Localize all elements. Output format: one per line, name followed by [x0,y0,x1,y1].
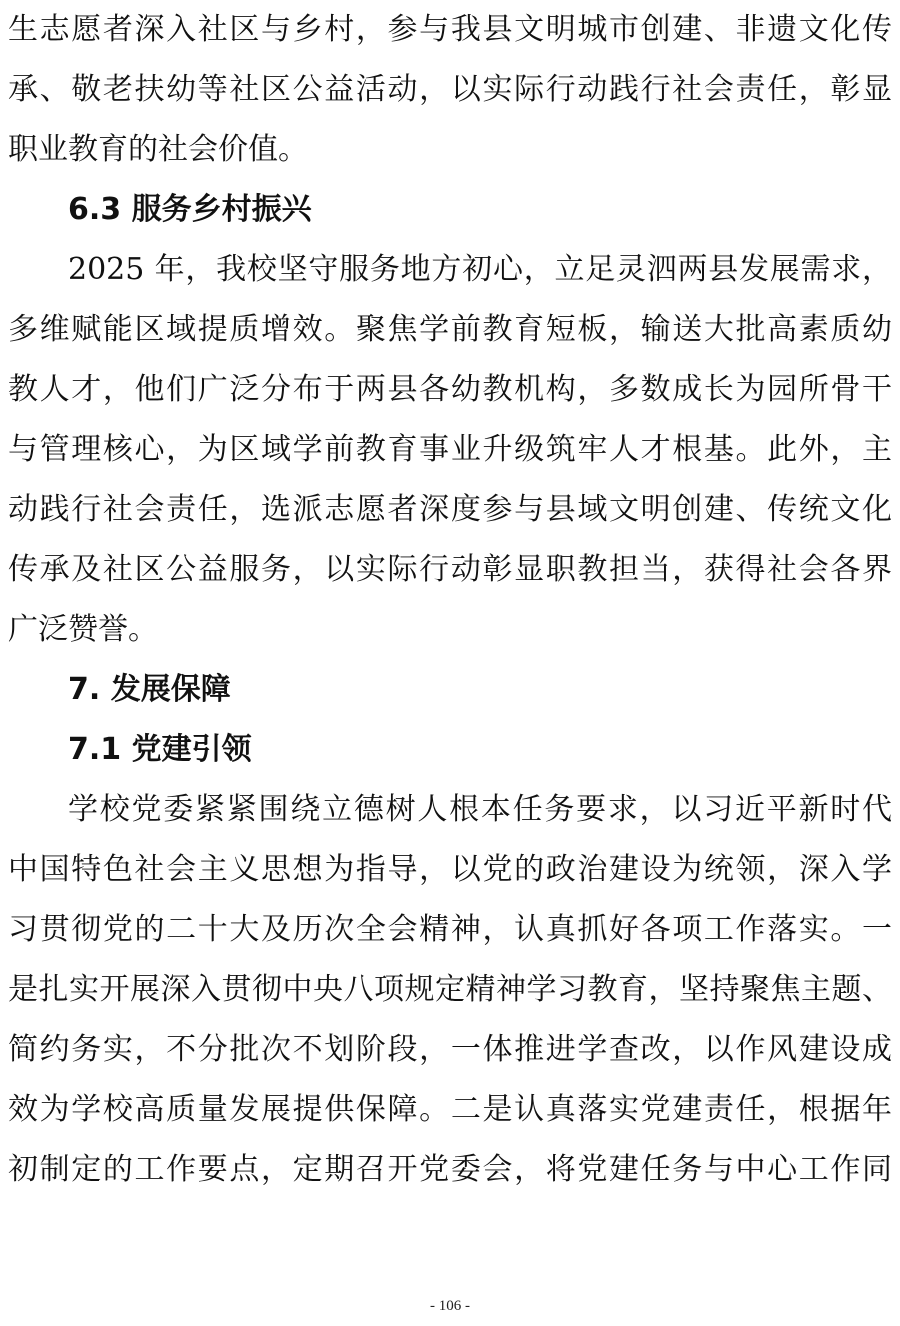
section-heading-7: 7. 发展保障 [68,672,231,707]
paragraph-line: 效为学校高质量发展提供保障。二是认真落实党建责任，根据年 [8,1092,892,1127]
paragraph-line: 多维赋能区域提质增效。聚焦学前教育短板，输送大批高素质幼 [8,312,892,347]
paragraph-line: 生志愿者深入社区与乡村，参与我县文明城市创建、非遗文化传 [8,12,892,47]
document-page [8,0,892,1200]
page-number: - 106 - [430,1298,470,1314]
section-heading-7-1: 7.1 党建引领 [68,732,252,767]
paragraph-line: 职业教育的社会价值。 [8,132,308,167]
paragraph-line: 与管理核心，为区域学前教育事业升级筑牢人才根基。此外，主 [8,432,892,467]
paragraph-line: 2025 年，我校坚守服务地方初心，立足灵泗两县发展需求， [68,252,892,287]
section-heading-6-3: 6.3 服务乡村振兴 [68,192,312,227]
paragraph-line: 学校党委紧紧围绕立德树人根本任务要求，以习近平新时代 [68,792,892,827]
paragraph-line: 中国特色社会主义思想为指导，以党的政治建设为统领，深入学 [8,852,892,887]
paragraph-line: 传承及社区公益服务，以实际行动彰显职教担当，获得社会各界 [8,552,892,587]
paragraph-line: 初制定的工作要点，定期召开党委会，将党建任务与中心工作同 [8,1152,892,1187]
paragraph-line: 是扎实开展深入贯彻中央八项规定精神学习教育，坚持聚焦主题、 [8,972,892,1007]
paragraph-line: 简约务实，不分批次不划阶段，一体推进学查改，以作风建设成 [8,1032,892,1067]
paragraph-line: 广泛赞誉。 [8,612,158,647]
paragraph-line: 动践行社会责任，选派志愿者深度参与县域文明创建、传统文化 [8,492,892,527]
paragraph-line: 教人才，他们广泛分布于两县各幼教机构，多数成长为园所骨干 [8,372,892,407]
paragraph-line: 承、敬老扶幼等社区公益活动，以实际行动践行社会责任，彰显 [8,72,892,107]
paragraph-line: 习贯彻党的二十大及历次全会精神，认真抓好各项工作落实。一 [8,912,892,947]
